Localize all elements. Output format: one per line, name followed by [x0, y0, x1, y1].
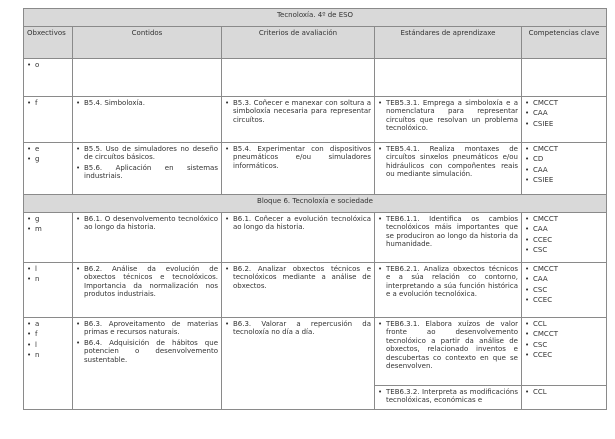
header-row	[24, 27, 607, 59]
list-item: • CCEC	[525, 351, 603, 359]
list-item: • CCEC	[525, 236, 603, 244]
competences-cell	[522, 213, 607, 263]
list-item: • B6.2. Análise da evolución de obxectos técnicos e tecnolóxicos. Importancia da normalización nos produtos industriais.	[76, 265, 218, 299]
list-item: • f	[27, 330, 69, 338]
objectives-cell	[24, 213, 73, 263]
bullet-list	[76, 215, 218, 232]
bullet-list	[76, 265, 218, 299]
header-contents: Contidos	[73, 27, 222, 59]
bullet-list	[378, 145, 518, 179]
competences-cell	[522, 263, 607, 318]
table-title-row	[24, 9, 607, 27]
list-item: • B6.1. Coñecer a evolución tecnolóxica ao longo da historia.	[225, 215, 371, 232]
list-item: • l	[27, 341, 69, 349]
header-standards: Estándares de aprendizaxe	[375, 27, 522, 59]
list-item: • CSC	[525, 246, 603, 254]
bullet-list	[378, 215, 518, 249]
criteria-cell	[222, 143, 375, 195]
competences-cell	[522, 386, 607, 410]
bullet-list	[27, 99, 69, 107]
list-item: • m	[27, 225, 69, 233]
list-item: • n	[27, 275, 69, 283]
standards-cell	[375, 97, 522, 143]
list-item: • CCL	[525, 388, 603, 396]
list-item: • B5.4. Experimentar con dispositivos pneumáticos e/ou simuladores informáticos.	[225, 145, 371, 170]
table-row	[24, 318, 607, 386]
contents-cell	[73, 318, 222, 410]
list-item: • CMCCT	[525, 215, 603, 223]
bullet-list	[225, 320, 371, 337]
criteria-cell	[222, 97, 375, 143]
objectives-cell	[24, 263, 73, 318]
bullet-list	[225, 99, 371, 124]
list-item: • CAA	[525, 225, 603, 233]
objectives-cell	[24, 59, 73, 97]
competences-cell	[522, 143, 607, 195]
bullet-list	[76, 99, 218, 107]
table-row	[24, 97, 607, 143]
bullet-list	[525, 265, 603, 305]
list-item: • g	[27, 215, 69, 223]
bullet-list	[27, 215, 69, 234]
list-item: • TEB6.2.1. Analiza obxectos técnicos e a súa relación co contorno, interpretando a súa función histórica e a evolución tecnolóxica.	[378, 265, 518, 299]
bullet-list	[27, 320, 69, 360]
list-item: • CMCCT	[525, 265, 603, 273]
bullet-list	[525, 320, 603, 360]
competences-cell	[522, 59, 607, 97]
curriculum-table	[23, 8, 607, 410]
list-item: • B5.6. Aplicación en sistemas industriais.	[76, 164, 218, 181]
contents-cell	[73, 213, 222, 263]
table-row	[24, 263, 607, 318]
list-item: • n	[27, 351, 69, 359]
standards-cell	[375, 386, 522, 410]
contents-cell	[73, 143, 222, 195]
bullet-list	[378, 265, 518, 299]
block-title-row	[24, 195, 607, 213]
list-item: • TEB6.3.1. Elabora xuízos de valor fronte ao desenvolvemento tecnolóxico a partir da análise de obxectos, relacionado inventos e descubertas co contexto en que se desenvolven.	[378, 320, 518, 370]
list-item: • B5.3. Coñecer e manexar con soltura a simboloxía necesaria para representar circuítos.	[225, 99, 371, 124]
contents-cell	[73, 97, 222, 143]
list-item: • B6.3. Aproveitamento de materias primas e recursos naturais.	[76, 320, 218, 337]
list-item: • B5.5. Uso de simuladores no deseño de circuítos básicos.	[76, 145, 218, 162]
bullet-list	[378, 99, 518, 133]
list-item: • B5.4. Simboloxía.	[76, 99, 218, 107]
list-item: • TEB5.4.1. Realiza montaxes de circuítos sinxelos pneumáticos e/ou hidráulicos con compoñentes reais ou mediante simulación.	[378, 145, 518, 179]
standards-cell	[375, 59, 522, 97]
list-item: • f	[27, 99, 69, 107]
list-item: • CD	[525, 155, 603, 163]
objectives-cell	[24, 143, 73, 195]
bullet-list	[225, 145, 371, 170]
standards-cell	[375, 213, 522, 263]
list-item: • CMCCT	[525, 145, 603, 153]
list-item: • e	[27, 145, 69, 153]
bullet-list	[525, 215, 603, 255]
bullet-list	[225, 215, 371, 232]
bullet-list	[378, 388, 518, 405]
list-item: • B6.2. Analizar obxectos técnicos e tecnolóxicos mediante a análise de obxectos.	[225, 265, 371, 290]
criteria-cell	[222, 59, 375, 97]
table-row	[24, 59, 607, 97]
list-item: • CCL	[525, 320, 603, 328]
standards-cell	[375, 263, 522, 318]
objectives-cell	[24, 97, 73, 143]
table-row	[24, 143, 607, 195]
list-item: • CAA	[525, 109, 603, 117]
list-item: • l	[27, 265, 69, 273]
header-competences: Competencias clave	[522, 27, 607, 59]
bullet-list	[525, 99, 603, 128]
bullet-list	[27, 145, 69, 164]
bullet-list	[76, 145, 218, 181]
bullet-list	[76, 320, 218, 364]
list-item: • CAA	[525, 275, 603, 283]
list-item: • TEB6.3.2. Interpreta as modificacións tecnolóxicas, económicas e	[378, 388, 518, 405]
competences-cell	[522, 97, 607, 143]
list-item: • TEB6.1.1. Identifica os cambios tecnolóxicos máis importantes que se produciron ao longo da historia da humanidade.	[378, 215, 518, 249]
criteria-cell	[222, 318, 375, 410]
list-item: • o	[27, 61, 69, 69]
header-objectives: Obxectivos	[24, 27, 73, 59]
block-title: Bloque 6. Tecnoloxía e sociedade	[24, 195, 607, 213]
list-item: • B6.4. Adquisición de hábitos que potencien o desenvolvemento sustentable.	[76, 339, 218, 364]
objectives-cell	[24, 318, 73, 410]
list-item: • CSC	[525, 341, 603, 349]
criteria-cell	[222, 213, 375, 263]
standards-cell	[375, 143, 522, 195]
list-item: • TEB5.3.1. Emprega a simboloxía e a nomenclatura para representar circuítos que resolvan un problema tecnolóxico.	[378, 99, 518, 133]
bullet-list	[525, 388, 603, 396]
list-item: • CCEC	[525, 296, 603, 304]
bullet-list	[27, 61, 69, 69]
list-item: • CMCCT	[525, 99, 603, 107]
list-item: • CSC	[525, 286, 603, 294]
list-item: • a	[27, 320, 69, 328]
list-item: • g	[27, 155, 69, 163]
table-row	[24, 213, 607, 263]
list-item: • B6.3. Valorar a repercusión da tecnoloxía no día a día.	[225, 320, 371, 337]
list-item: • B6.1. O desenvolvemento tecnolóxico ao longo da historia.	[76, 215, 218, 232]
criteria-cell	[222, 263, 375, 318]
bullet-list	[27, 265, 69, 284]
header-criteria: Criterios de avaliación	[222, 27, 375, 59]
table-title: Tecnoloxía. 4º de ESO	[24, 9, 607, 27]
contents-cell	[73, 263, 222, 318]
bullet-list	[225, 265, 371, 290]
standards-cell	[375, 318, 522, 386]
list-item: • CAA	[525, 166, 603, 174]
bullet-list	[378, 320, 518, 370]
list-item: • CSIEE	[525, 120, 603, 128]
contents-cell	[73, 59, 222, 97]
list-item: • CMCCT	[525, 330, 603, 338]
competences-cell	[522, 318, 607, 386]
bullet-list	[525, 145, 603, 185]
list-item: • CSIEE	[525, 176, 603, 184]
